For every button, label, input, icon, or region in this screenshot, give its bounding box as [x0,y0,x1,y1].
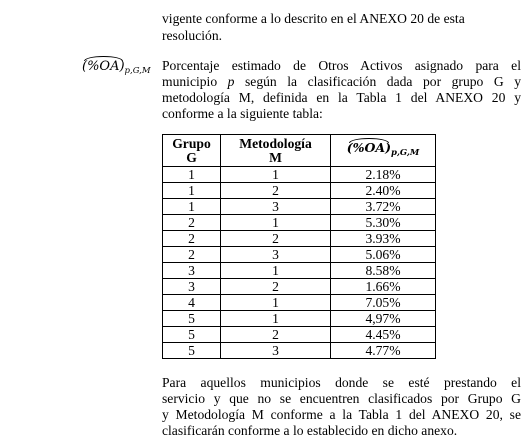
header-oa-subscript: p,G,M [391,148,420,158]
cell-metodologia: 1 [221,263,331,279]
cell-grupo: 1 [163,167,221,183]
cell-oa-percentage: 8.58% [331,263,436,279]
header-metodologia [221,135,331,167]
table-header-row [163,135,436,167]
cell-oa-percentage: 3.72% [331,199,436,215]
definition-paragraph [162,58,521,122]
cell-metodologia: 3 [221,199,331,215]
cell-metodologia: 1 [221,215,331,231]
cell-metodologia: 2 [221,327,331,343]
cell-oa-percentage: 7.05% [331,295,436,311]
cell-oa-percentage: 4.77% [331,343,436,359]
intro-line-2: resolución. [162,28,223,43]
oa-symbol [82,59,151,76]
table-body [163,167,436,359]
cell-grupo: 2 [163,215,221,231]
intro-line-1: vigente conforme a lo descrito en el ANEXO 20 de esta [162,11,465,26]
cell-oa-percentage: 5.06% [331,247,436,263]
table-row [163,231,436,247]
closing-line-2: servicio y que no se encuentren clasificados por Grupo G [162,391,521,406]
header-grupo-text: Grupo G [172,135,211,165]
definition-line-2 [162,74,521,90]
cell-metodologia: 2 [221,279,331,295]
cell-metodologia: 1 [221,295,331,311]
cell-grupo: 1 [163,199,221,215]
header-metodologia-text: Metodología M [239,135,312,165]
table-row [163,215,436,231]
table-row [163,263,436,279]
cell-oa-percentage: 3.93% [331,231,436,247]
oa-percentage-table [162,134,436,359]
definition-line-3: metodología M, definida en la Tabla 1 del ANEXO 20 y [162,90,521,105]
cell-oa-percentage: 4,97% [331,311,436,327]
table-row [163,295,436,311]
table-row [163,199,436,215]
closing-paragraph [162,375,521,439]
table-row [163,247,436,263]
cell-grupo: 5 [163,327,221,343]
table-row [163,183,436,199]
table-row [163,167,436,183]
cell-metodologia: 3 [221,343,331,359]
header-oa-percentage [331,135,436,167]
definition-line-1: Porcentaje estimado de Otros Activos asignado para el [162,58,521,73]
table-row [163,311,436,327]
cell-grupo: 2 [163,247,221,263]
cell-oa-percentage: 5.30% [331,215,436,231]
closing-line-3: y Metodología M conforme a la Tabla 1 del ANEXO 20, se [162,407,521,422]
table-row [163,327,436,343]
header-grupo [163,135,221,167]
cell-metodologia: 3 [221,247,331,263]
cell-oa-percentage: 2.40% [331,183,436,199]
table-row [163,279,436,295]
cell-grupo: 3 [163,279,221,295]
cell-grupo: 3 [163,263,221,279]
oa-symbol-core: (%OA) [82,59,125,74]
cell-grupo: 2 [163,231,221,247]
oa-symbol-subscript: p,G,M [124,66,151,76]
cell-grupo: 4 [163,295,221,311]
definition-line-2-rest: según la clasificación dada por grupo G y [245,74,521,89]
definition-line-4: conforme a la siguiente tabla: [162,106,323,121]
cell-metodologia: 2 [221,231,331,247]
cell-oa-percentage: 4.45% [331,327,436,343]
cell-oa-percentage: 1.66% [331,279,436,295]
cell-metodologia: 1 [221,167,331,183]
cell-metodologia: 2 [221,183,331,199]
definition-line-2-prefix: municipio [162,74,218,89]
cell-oa-percentage: 2.18% [331,167,436,183]
cell-metodologia: 1 [221,311,331,327]
cell-grupo: 5 [163,311,221,327]
closing-line-4: clasificarán conforme a lo establecido en dicho anexo. [162,423,458,438]
header-oa-core: (%OA) [346,140,392,155]
cell-grupo: 5 [163,343,221,359]
closing-line-1: Para aquellos municipios donde se esté prestando el [162,375,521,390]
municipio-variable: p [227,74,235,89]
table-row [163,343,436,359]
cell-grupo: 1 [163,183,221,199]
